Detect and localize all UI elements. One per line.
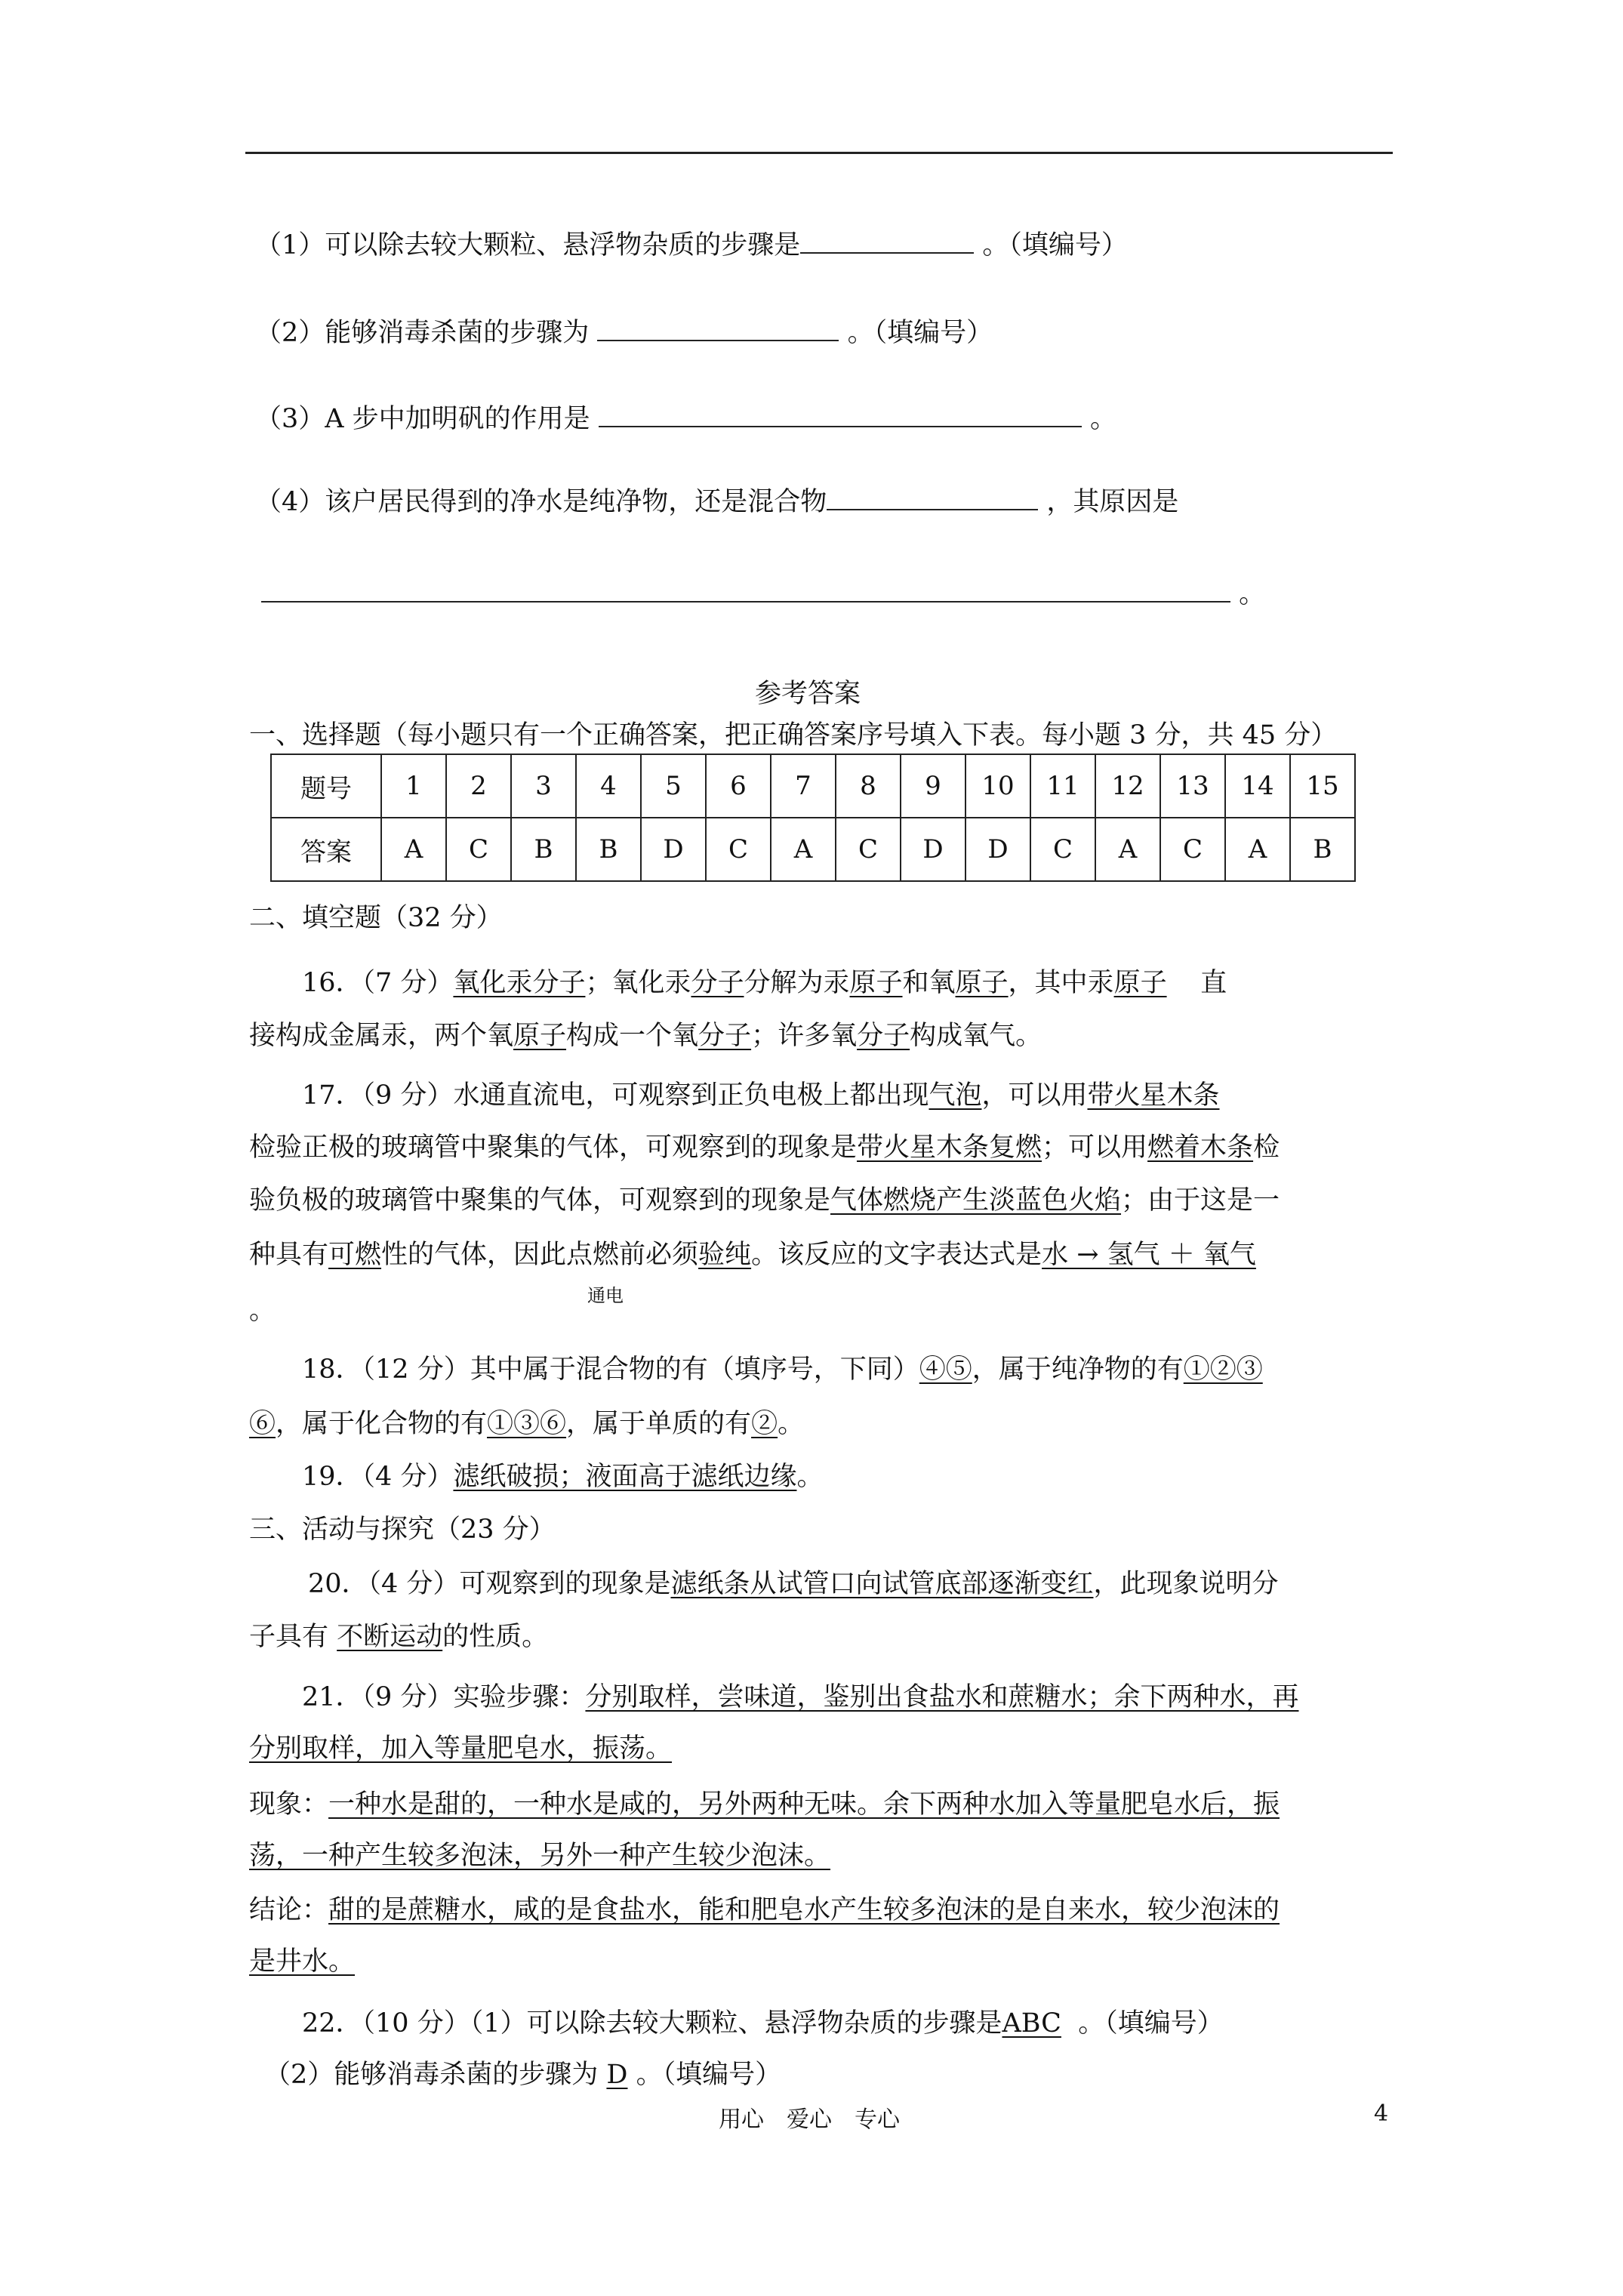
table-cell: 1: [381, 754, 446, 818]
answer-21-line2: 分别取样，加入等量肥皂水，振荡。: [249, 1734, 673, 1764]
question-22-2: （2）能够消毒杀菌的步骤为 。（填编号）: [255, 310, 993, 353]
reaction-condition: 通电: [587, 1285, 624, 1306]
table-cell: 11: [1030, 754, 1095, 818]
table-cell: 15: [1290, 754, 1355, 818]
question-22-4-reason: 。: [261, 571, 1265, 614]
table-cell: 12: [1095, 754, 1160, 818]
table-cell: 3: [511, 754, 576, 818]
answer-blank[interactable]: [800, 222, 974, 254]
answer-18-line1: 18．（12 分）其中属于混合物的有（填序号，下同）④⑤，属于纯净物的有①②③: [302, 1354, 1263, 1385]
table-cell: A: [1095, 818, 1160, 881]
answer-21-conclusion2: 是井水。: [249, 1946, 356, 1977]
table-cell: A: [771, 818, 836, 881]
table-cell: 13: [1160, 754, 1225, 818]
answer-18-line2: ⑥，属于化合物的有①③⑥，属于单质的有②。: [249, 1409, 805, 1439]
answer-17-line2: 检验正极的玻璃管中聚集的气体，可观察到的现象是带火星木条复燃；可以用燃着木条检: [249, 1133, 1280, 1163]
answer-table: [270, 754, 1356, 882]
answer-17-line3: 验负极的玻璃管中聚集的气体，可观察到的现象是气体燃烧产生淡蓝色火焰；由于这是一: [249, 1185, 1280, 1216]
answer-blank[interactable]: [827, 479, 1038, 510]
table-cell: 9: [901, 754, 965, 818]
table-cell: C: [836, 818, 901, 881]
table-cell: A: [381, 818, 446, 881]
answer-21-phenomenon1: 现象：一种水是甜的，一种水是咸的，另外两种无味。余下两种水加入等量肥皂水后，振: [249, 1789, 1280, 1820]
answer-17-line1: 17．（9 分）水通直流电，可观察到正负电极上都出现气泡，可以用带火星木条: [302, 1080, 1220, 1111]
page-number: 4: [1374, 2100, 1389, 2127]
answer-20-line1: 20．（4 分）可观察到的现象是滤纸条从试管口向试管底部逐渐变红，此现象说明分: [308, 1569, 1279, 1599]
answer-16-line2: 接构成金属汞，两个氧原子构成一个氧分子；许多氧分子构成氧气。: [249, 1021, 1042, 1051]
table-cell: A: [1225, 818, 1290, 881]
answer-21-phenomenon2: 荡，一种产生较多泡沫，另外一种产生较少泡沫。: [249, 1841, 831, 1871]
question-22-3: （3）A 步中加明矾的作用是 。: [255, 396, 1116, 439]
table-cell: 6: [706, 754, 771, 818]
row-label: 答案: [271, 818, 381, 881]
table-cell: 7: [771, 754, 836, 818]
question-22-1: （1）可以除去较大颗粒、悬浮物杂质的步骤是 。（填编号）: [255, 222, 1128, 265]
answers-title: 参考答案: [755, 679, 861, 709]
table-cell: 8: [836, 754, 901, 818]
answer-17-end: 。: [249, 1296, 276, 1326]
answer-21-line1: 21．（9 分）实验步骤：分别取样，尝味道，鉴别出食盐水和蔗糖水；余下两种水，再: [302, 1682, 1299, 1712]
answer-20-line2: 子具有 不断运动的性质。: [249, 1622, 549, 1652]
section1-heading: 一、选择题（每小题只有一个正确答案，把正确答案序号填入下表。每小题 3 分，共 45 分）: [249, 720, 1338, 750]
table-cell: D: [965, 818, 1030, 881]
question-22-4: （4）该户居民得到的净水是纯净物，还是混合物 ，其原因是: [255, 479, 1178, 522]
header-rule: [245, 152, 1393, 154]
table-row: [271, 754, 1355, 818]
answer-22-line2: （2）能够消毒杀菌的步骤为 D 。（填编号）: [264, 2060, 782, 2090]
table-cell: D: [901, 818, 965, 881]
section2-heading: 二、填空题（32 分）: [249, 903, 503, 933]
answer-21-conclusion1: 结论：甜的是蔗糖水，咸的是食盐水，能和肥皂水产生较多泡沫的是自来水，较少泡沫的: [249, 1895, 1280, 1925]
table-cell: C: [446, 818, 511, 881]
answer-blank[interactable]: [597, 310, 839, 341]
table-cell: C: [1030, 818, 1095, 881]
answer-blank[interactable]: [599, 396, 1082, 427]
table-cell: D: [641, 818, 706, 881]
answer-blank[interactable]: [261, 571, 1230, 603]
table-cell: 10: [965, 754, 1030, 818]
table-cell: C: [1160, 818, 1225, 881]
footer-motto: 用心 爱心 专心: [719, 2106, 900, 2133]
table-cell: 4: [576, 754, 641, 818]
table-cell: B: [1290, 818, 1355, 881]
answer-22-line1: 22．（10 分）（1）可以除去较大颗粒、悬浮物杂质的步骤是ABC 。（填编号）: [302, 2008, 1224, 2039]
table-row: [271, 818, 1355, 881]
table-cell: 14: [1225, 754, 1290, 818]
answer-17-line4: 种具有可燃性的气体，因此点燃前必须验纯。该反应的文字表达式是水 → 氢气 ＋ 氧气: [249, 1240, 1256, 1270]
table-cell: 2: [446, 754, 511, 818]
answer-16-line1: 16．（7 分）氧化汞分子；氧化汞分子分解为汞原子和氧原子，其中汞原子 直: [302, 968, 1227, 998]
section3-heading: 三、活动与探究（23 分）: [249, 1515, 556, 1545]
answer-19: 19．（4 分）滤纸破损；液面高于滤纸边缘。: [302, 1462, 824, 1492]
table-cell: 5: [641, 754, 706, 818]
row-label: 题号: [271, 754, 381, 818]
table-cell: C: [706, 818, 771, 881]
table-cell: B: [576, 818, 641, 881]
table-cell: B: [511, 818, 576, 881]
